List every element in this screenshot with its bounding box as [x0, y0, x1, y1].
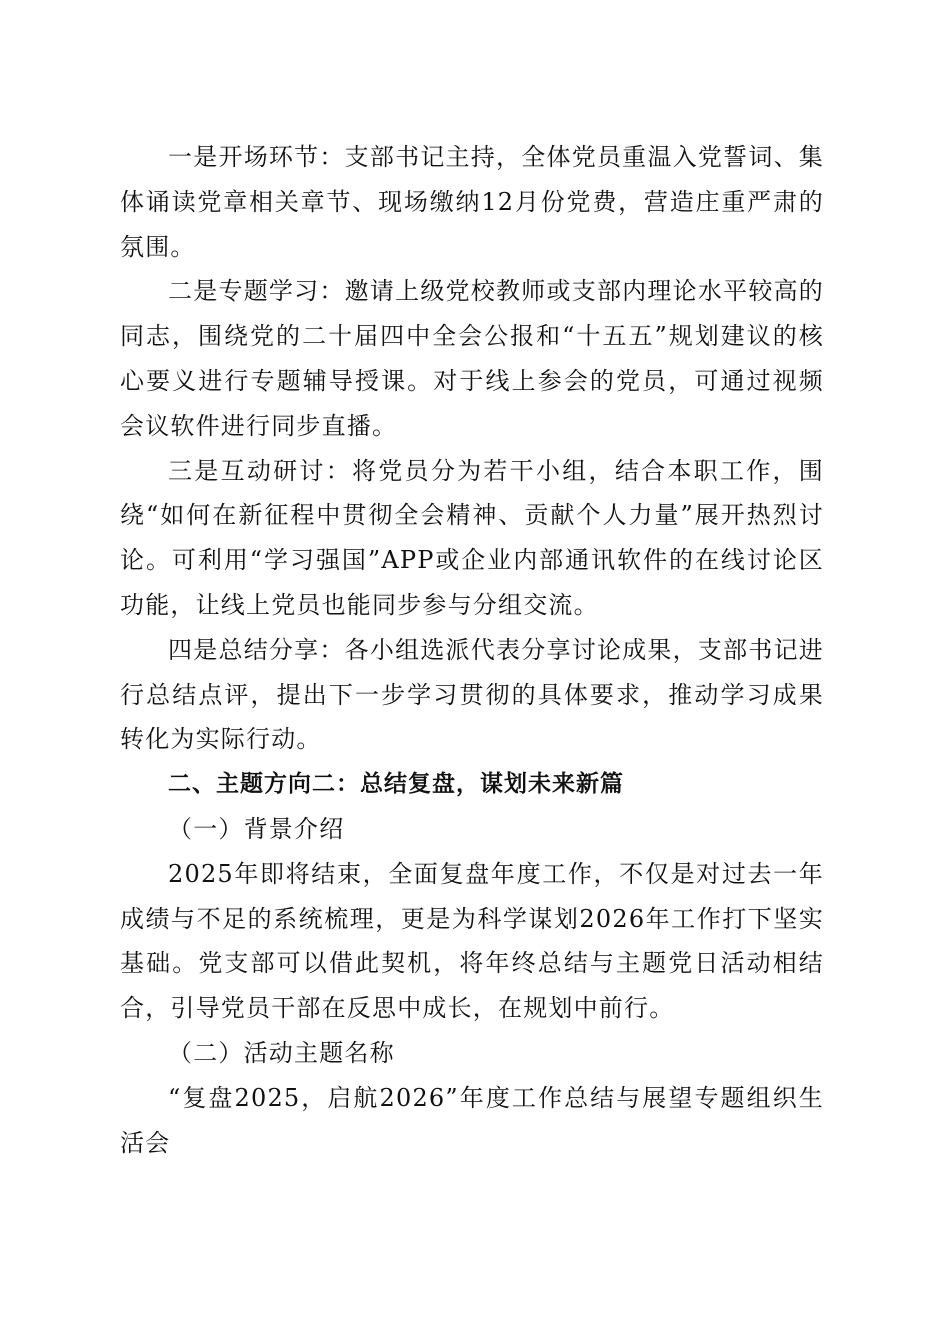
document-body [120, 135, 824, 1165]
paragraph-interactive-discussion: 三是互动研讨：将党员分为若干小组，结合本职工作，围绕“如何在新征程中贯彻全会精神、贡献个人力量”展开热烈讨论。可利用“学习强国”APP或企业内部通讯软件的在线讨论区功能，让线上党员也能同步参与分组交流。 [120, 456, 824, 619]
paragraph-background: 2025年即将结束，全面复盘年度工作，不仅是对过去一年成绩与不足的系统梳理，更是为科学谋划2026年工作打下坚实基础。党支部可以借此契机，将年终总结与主题党日活动相结合，引导党员干部在反思中成长，在规划中前行。 [120, 859, 824, 1023]
paragraph-opening-session: 一是开场环节：支部书记主持，全体党员重温入党誓词、集体诵读党章相关章节、现场缴纳12月份党费，营造庄重严肃的氛围。 [120, 143, 824, 261]
paragraph-summary-sharing: 四是总结分享：各小组选派代表分享讨论成果，支部书记进行总结点评，提出下一步学习贯彻的具体要求，推动学习成果转化为实际行动。 [120, 635, 824, 754]
section-heading: 二、主题方向二：总结复盘，谋划未来新篇 [168, 771, 624, 798]
subsection-heading-theme-name: （二）活动主题名称 [168, 1038, 395, 1067]
paragraph-theme-name: “复盘2025，启航2026”年度工作总结与展望专题组织生活会 [120, 1083, 824, 1157]
paragraph-topic-study: 二是专题学习：邀请上级党校教师或支部内理论水平较高的同志，围绕党的二十届四中全会公报和“十五五”规划建议的核心要义进行专题辅导授课。对于线上参会的党员，可通过视频会议软件进行同步直播。 [120, 277, 824, 440]
subsection-heading-background: （一）背景介绍 [168, 814, 345, 843]
